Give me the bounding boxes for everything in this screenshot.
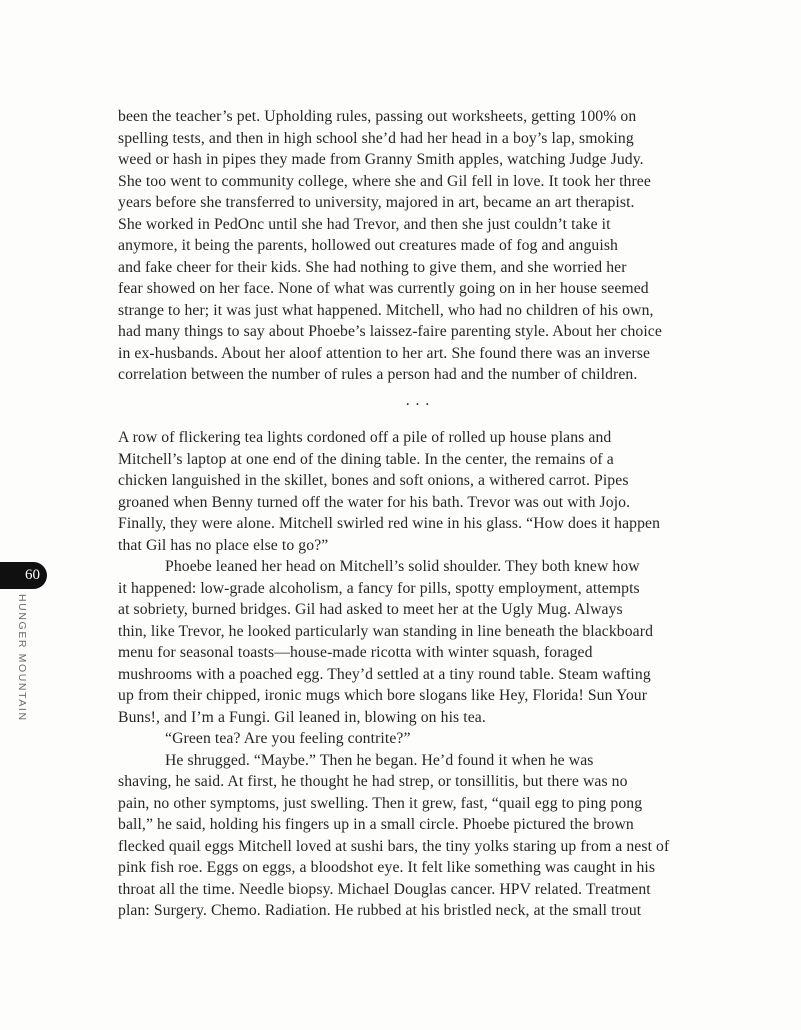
- body-text: [118, 106, 718, 922]
- text-line: strange to her; it was just what happened. Mitchell, who had no children of his own,: [118, 301, 654, 319]
- text-line: She worked in PedOnc until she had Trevor, and then she just couldn’t take it: [118, 215, 611, 233]
- text-line: up from their chipped, ironic mugs which bore slogans like Hey, Florida! Sun Your: [118, 687, 648, 704]
- text-line: spelling tests, and then in high school she’d had her head in a boy’s lap, smoking: [118, 129, 634, 147]
- text-line: chicken languished in the skillet, bones and soft onions, a withered carrot. Pipes: [118, 472, 629, 489]
- text-line: years before she transferred to university, majored in art, became an art therapist.: [118, 194, 635, 211]
- text-line: mushrooms with a poached egg. They’d settled at a tiny round table. Steam wafting: [118, 665, 651, 683]
- text-line: fear showed on her face. None of what was currently going on in her house seemed: [118, 280, 649, 297]
- text-line: Mitchell’s laptop at one end of the dining table. In the center, the remains of a: [118, 450, 614, 468]
- text-line: plan: Surgery. Chemo. Radiation. He rubbed at his bristled neck, at the small trout: [118, 902, 642, 919]
- text-line: anymore, it being the parents, hollowed out creatures made of fog and anguish: [118, 237, 618, 254]
- text-line: pain, no other symptoms, just swelling. Then it grew, fast, “quail egg to ping pong: [118, 794, 643, 812]
- paragraph: [118, 556, 718, 728]
- text-line: thin, like Trevor, he looked particularly wan standing in line beneath the blackboard: [118, 622, 654, 640]
- text-line: been the teacher’s pet. Upholding rules, passing out worksheets, getting 100% on: [118, 108, 637, 125]
- text-line: He shrugged. “Maybe.” Then he began. He’d found it when he was: [165, 751, 594, 769]
- journal-title: HUNGER MOUNTAIN: [16, 594, 28, 722]
- text-line: correlation between the number of rules a person had and the number of children.: [118, 366, 638, 383]
- text-line: groaned when Benny turned off the water for his bath. Trevor was out with Jojo.: [118, 493, 631, 511]
- text-line: ball,” he said, holding his fingers up in a small circle. Phoebe pictured the brown: [118, 816, 634, 833]
- text-line: menu for seasonal toasts—house-made ricotta with winter squash, foraged: [118, 644, 593, 661]
- text-line: A row of flickering tea lights cordoned off a pile of rolled up house plans and: [118, 429, 612, 446]
- text-line: throat all the time. Needle biopsy. Michael Douglas cancer. HPV related. Treatment: [118, 880, 651, 898]
- paragraph: [118, 106, 718, 386]
- text-line: at sobriety, burned bridges. Gil had asked to meet her at the Ugly Mug. Always: [118, 601, 623, 618]
- text-line: it happened: low-grade alcoholism, a fancy for pills, spotty employment, attempts: [118, 579, 640, 597]
- section-break: . . .: [405, 391, 431, 409]
- text-line: shaving, he said. At first, he thought he had strep, or tonsillitis, but there was no: [118, 773, 628, 790]
- text-line: flecked quail eggs Mitchell loved at sushi bars, the tiny yolks staring up from a nest of: [118, 837, 670, 855]
- text-line: had many things to say about Phoebe’s laissez-faire parenting style. About her choice: [118, 323, 662, 340]
- page-number-tab: [0, 562, 47, 589]
- paragraph: [118, 427, 718, 556]
- text-line: weed or hash in pipes they made from Granny Smith apples, watching Judge Judy.: [118, 151, 644, 168]
- text-line: and fake cheer for their kids. She had nothing to give them, and she worried her: [118, 258, 627, 276]
- text-line: Phoebe leaned her head on Mitchell’s solid shoulder. They both knew how: [165, 558, 640, 575]
- text-line: that Gil has no place else to go?”: [118, 536, 329, 554]
- paragraph: [118, 750, 718, 922]
- text-line: She too went to community college, where she and Gil fell in love. It took her three: [118, 172, 651, 190]
- text-line: in ex-husbands. About her aloof attention to her art. She found there was an inverse: [118, 344, 651, 362]
- text-line: pink fish roe. Eggs on eggs, a bloodshot eye. It felt like something was caught in his: [118, 859, 656, 876]
- page-number: 60: [25, 567, 40, 583]
- paragraph: [118, 728, 718, 750]
- text-line: Finally, they were alone. Mitchell swirled red wine in his glass. “How does it happen: [118, 515, 661, 532]
- text-line: “Green tea? Are you feeling contrite?”: [165, 730, 411, 747]
- text-line: Buns!, and I’m a Fungi. Gil leaned in, blowing on his tea.: [118, 708, 486, 726]
